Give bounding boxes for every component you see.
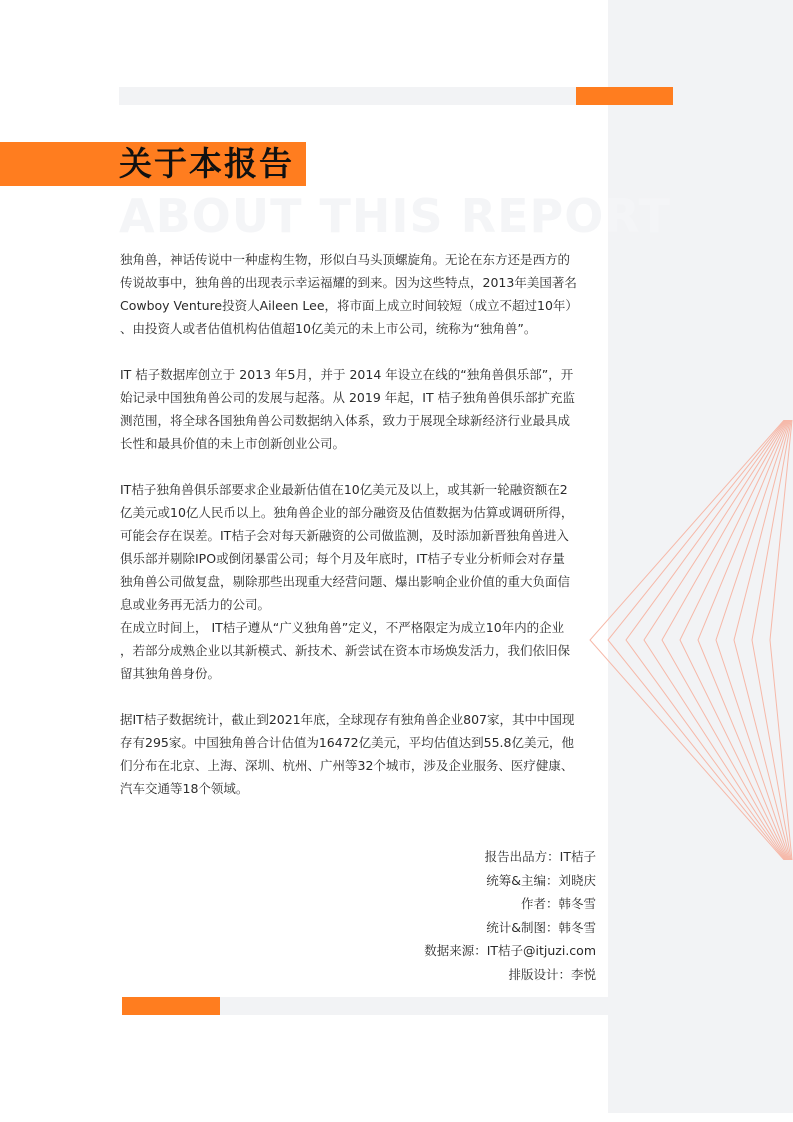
credit-data-source: 数据来源：IT桔子@itjuzi.com: [424, 943, 596, 958]
top-decor-bar-gray: [119, 87, 576, 105]
credit-layout-design: 排版设计：李悦: [508, 966, 596, 982]
bottom-decor-bar-orange: [122, 997, 220, 1015]
chevron-line: [680, 420, 793, 860]
paragraph-intro: 独角兽，神话传说中一种虚构生物，形似白马头顶螺旋角。无论在东方还是西方的 传说故事中，独角兽的出现表示幸运福耀的到来。因为这些特点，2013年美国著名 Cowboy Venture投资人Aileen Lee，将市面上成立时间较短（成立不超过10年） 、由投资人或者估值机构估值超10亿美元的未上市公司，统称为“独角兽”。: [120, 252, 578, 336]
paragraph-statistics: 据IT桔子数据统计，截止到2021年底，全球现存有独角兽企业807家，其中中国现 存有295家。中国独角兽合计估值为16472亿美元，平均估值达到55.8亿美元，他 们分布在北京、上海、深圳、杭州、广州等32个城市，涉及企业服务、医疗健康、 汽车交通等18个领域。: [120, 712, 575, 796]
page-subtitle: ABOUT THIS REPORT: [119, 189, 672, 243]
chevron-line: [590, 420, 793, 860]
paragraph-database: IT 桔子数据库创立于 2013 年5月，并于 2014 年设立在线的“独角兽俱乐部”，开 始记录中国独角兽公司的发展与起落。从 2019 年起，IT 桔子独角兽俱乐部扩充监 测范围，将全球各国独角兽公司数据纳入体系，致力于展现全球新经济行业最具成 长性和最具价值的未上市创新创业公司。: [120, 367, 576, 451]
credit-editor: 统筹&主编：刘晓庆: [486, 872, 596, 888]
page-title: 关于本报告: [119, 144, 294, 183]
paragraph-definition: 在成立时间上， IT桔子遵从“广义独角兽”定义，不严格限定为成立10年内的企业 ，若部分成熟企业以其新模式、新技术、新尝试在资本市场焕发活力，我们依旧保 留其独角兽身份。: [120, 620, 571, 681]
credit-author: 作者：韩冬雪: [520, 896, 596, 911]
paragraph-criteria: IT桔子独角兽俱乐部要求企业最新估值在10亿美元及以上，或其新一轮融资额在2 亿美元或10亿人民币以上。独角兽企业的部分融资及估值数据为估算或调研所得， 可能会存在误差。IT桔子会对每天新融资的公司做监测，及时添加新晋独角兽进入 俱乐部并剔除IPO或倒闭暴雷公司；每个月及年底时，IT桔子专业分析师会对存量 独角兽公司做复盘，剔除那些出现重大经营问题、爆出影响企业价值的重大负面信 息或业务再无活力的公司。: [120, 482, 574, 612]
credits-block: [424, 845, 596, 986]
top-decor-bar-orange: [576, 87, 673, 105]
chevron-line: [716, 420, 793, 860]
chevron-line: [752, 420, 793, 860]
report-body: [120, 248, 598, 800]
credit-publisher: 报告出品方：IT桔子: [484, 849, 596, 864]
credit-charts: 统计&制图：韩冬雪: [486, 919, 596, 935]
chevron-line: [698, 420, 793, 860]
chevron-line: [734, 420, 793, 860]
chevron-line: [608, 420, 793, 860]
chevron-line: [644, 420, 793, 860]
bottom-decor-bar-gray: [220, 997, 608, 1015]
